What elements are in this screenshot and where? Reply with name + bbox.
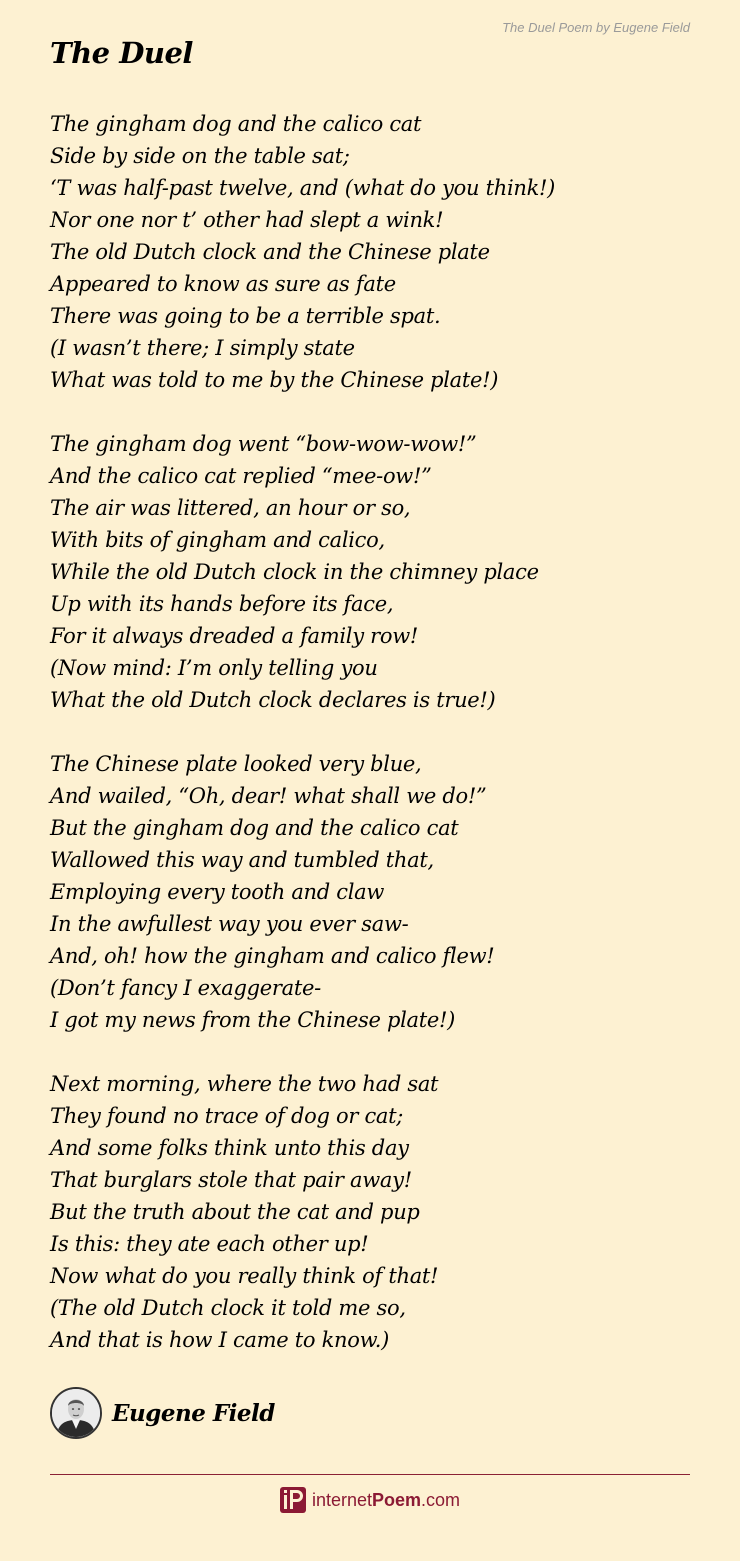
poem-line: Employing every tooth and claw — [50, 880, 385, 904]
poem-line: In the awfullest way you ever saw- — [50, 912, 409, 936]
poem-line: Now what do you really think of that! — [50, 1264, 439, 1288]
poem-line: Is this: they ate each other up! — [50, 1232, 369, 1256]
poem-line: Side by side on the table sat; — [50, 144, 350, 168]
poem-line: But the gingham dog and the calico cat — [50, 816, 459, 840]
poem-body — [50, 108, 710, 1388]
poem-line: (Now mind: I’m only telling you — [50, 656, 378, 680]
brand-suffix: .com — [421, 1489, 461, 1510]
poem-line: While the old Dutch clock in the chimney place — [50, 560, 539, 584]
poem-line: (Don’t fancy I exaggerate- — [50, 976, 321, 1000]
poem-line: There was going to be a terrible spat. — [50, 304, 441, 328]
stanza-3 — [50, 748, 710, 1036]
brand-regular: internet — [311, 1489, 372, 1510]
poem-line: The old Dutch clock and the Chinese plate — [50, 240, 490, 264]
stanza-2 — [50, 428, 710, 716]
poem-line: (The old Dutch clock it told me so, — [50, 1296, 406, 1320]
brand-name[interactable] — [312, 1490, 460, 1511]
poem-line: And wailed, “Oh, dear! what shall we do!” — [50, 784, 487, 808]
poem-line: And the calico cat replied “mee-ow!” — [50, 464, 432, 488]
poem-line: The Chinese plate looked very blue, — [50, 752, 422, 776]
author-name[interactable]: Eugene Field — [112, 1399, 275, 1427]
poem-line: With bits of gingham and calico, — [50, 528, 385, 552]
poem-line: For it always dreaded a family row! — [50, 624, 419, 648]
poem-line: The air was littered, an hour or so, — [50, 496, 411, 520]
stanza-1 — [50, 108, 710, 396]
poem-line: Up with its hands before its face, — [50, 592, 394, 616]
brand-bold: Poem — [372, 1489, 422, 1510]
poem-title: The Duel — [50, 36, 193, 70]
poem-line: I got my news from the Chinese plate!) — [50, 1008, 456, 1032]
poem-line: And that is how I came to know.) — [50, 1328, 390, 1352]
poem-line: But the truth about the cat and pup — [50, 1200, 420, 1224]
poem-line: What the old Dutch clock declares is true!) — [50, 688, 496, 712]
poem-line: They found no trace of dog or cat; — [50, 1104, 404, 1128]
poem-line: Wallowed this way and tumbled that, — [50, 848, 434, 872]
poem-line: Appeared to know as sure as fate — [50, 272, 396, 296]
footer-divider — [50, 1474, 690, 1475]
internetpoem-logo-icon[interactable] — [280, 1487, 306, 1513]
poem-line: (I wasn’t there; I simply state — [50, 336, 355, 360]
poem-line: Nor one nor t’ other had slept a wink! — [50, 208, 444, 232]
poem-line: And some folks think unto this day — [50, 1136, 409, 1160]
brand-footer[interactable] — [0, 1487, 740, 1513]
author-block[interactable] — [50, 1387, 275, 1439]
poem-line: ‘T was half-past twelve, and (what do you think!) — [50, 176, 556, 200]
poem-line: That burglars stole that pair away! — [50, 1168, 412, 1192]
poem-line: The gingham dog went “bow-wow-wow!” — [50, 432, 477, 456]
author-portrait-icon[interactable] — [50, 1387, 102, 1439]
poem-line: Next morning, where the two had sat — [50, 1072, 439, 1096]
header-caption: The Duel Poem by Eugene Field — [502, 20, 690, 35]
poem-line: And, oh! how the gingham and calico flew! — [50, 944, 495, 968]
poem-line: The gingham dog and the calico cat — [50, 112, 422, 136]
poem-line: What was told to me by the Chinese plate!) — [50, 368, 499, 392]
stanza-4 — [50, 1068, 710, 1356]
